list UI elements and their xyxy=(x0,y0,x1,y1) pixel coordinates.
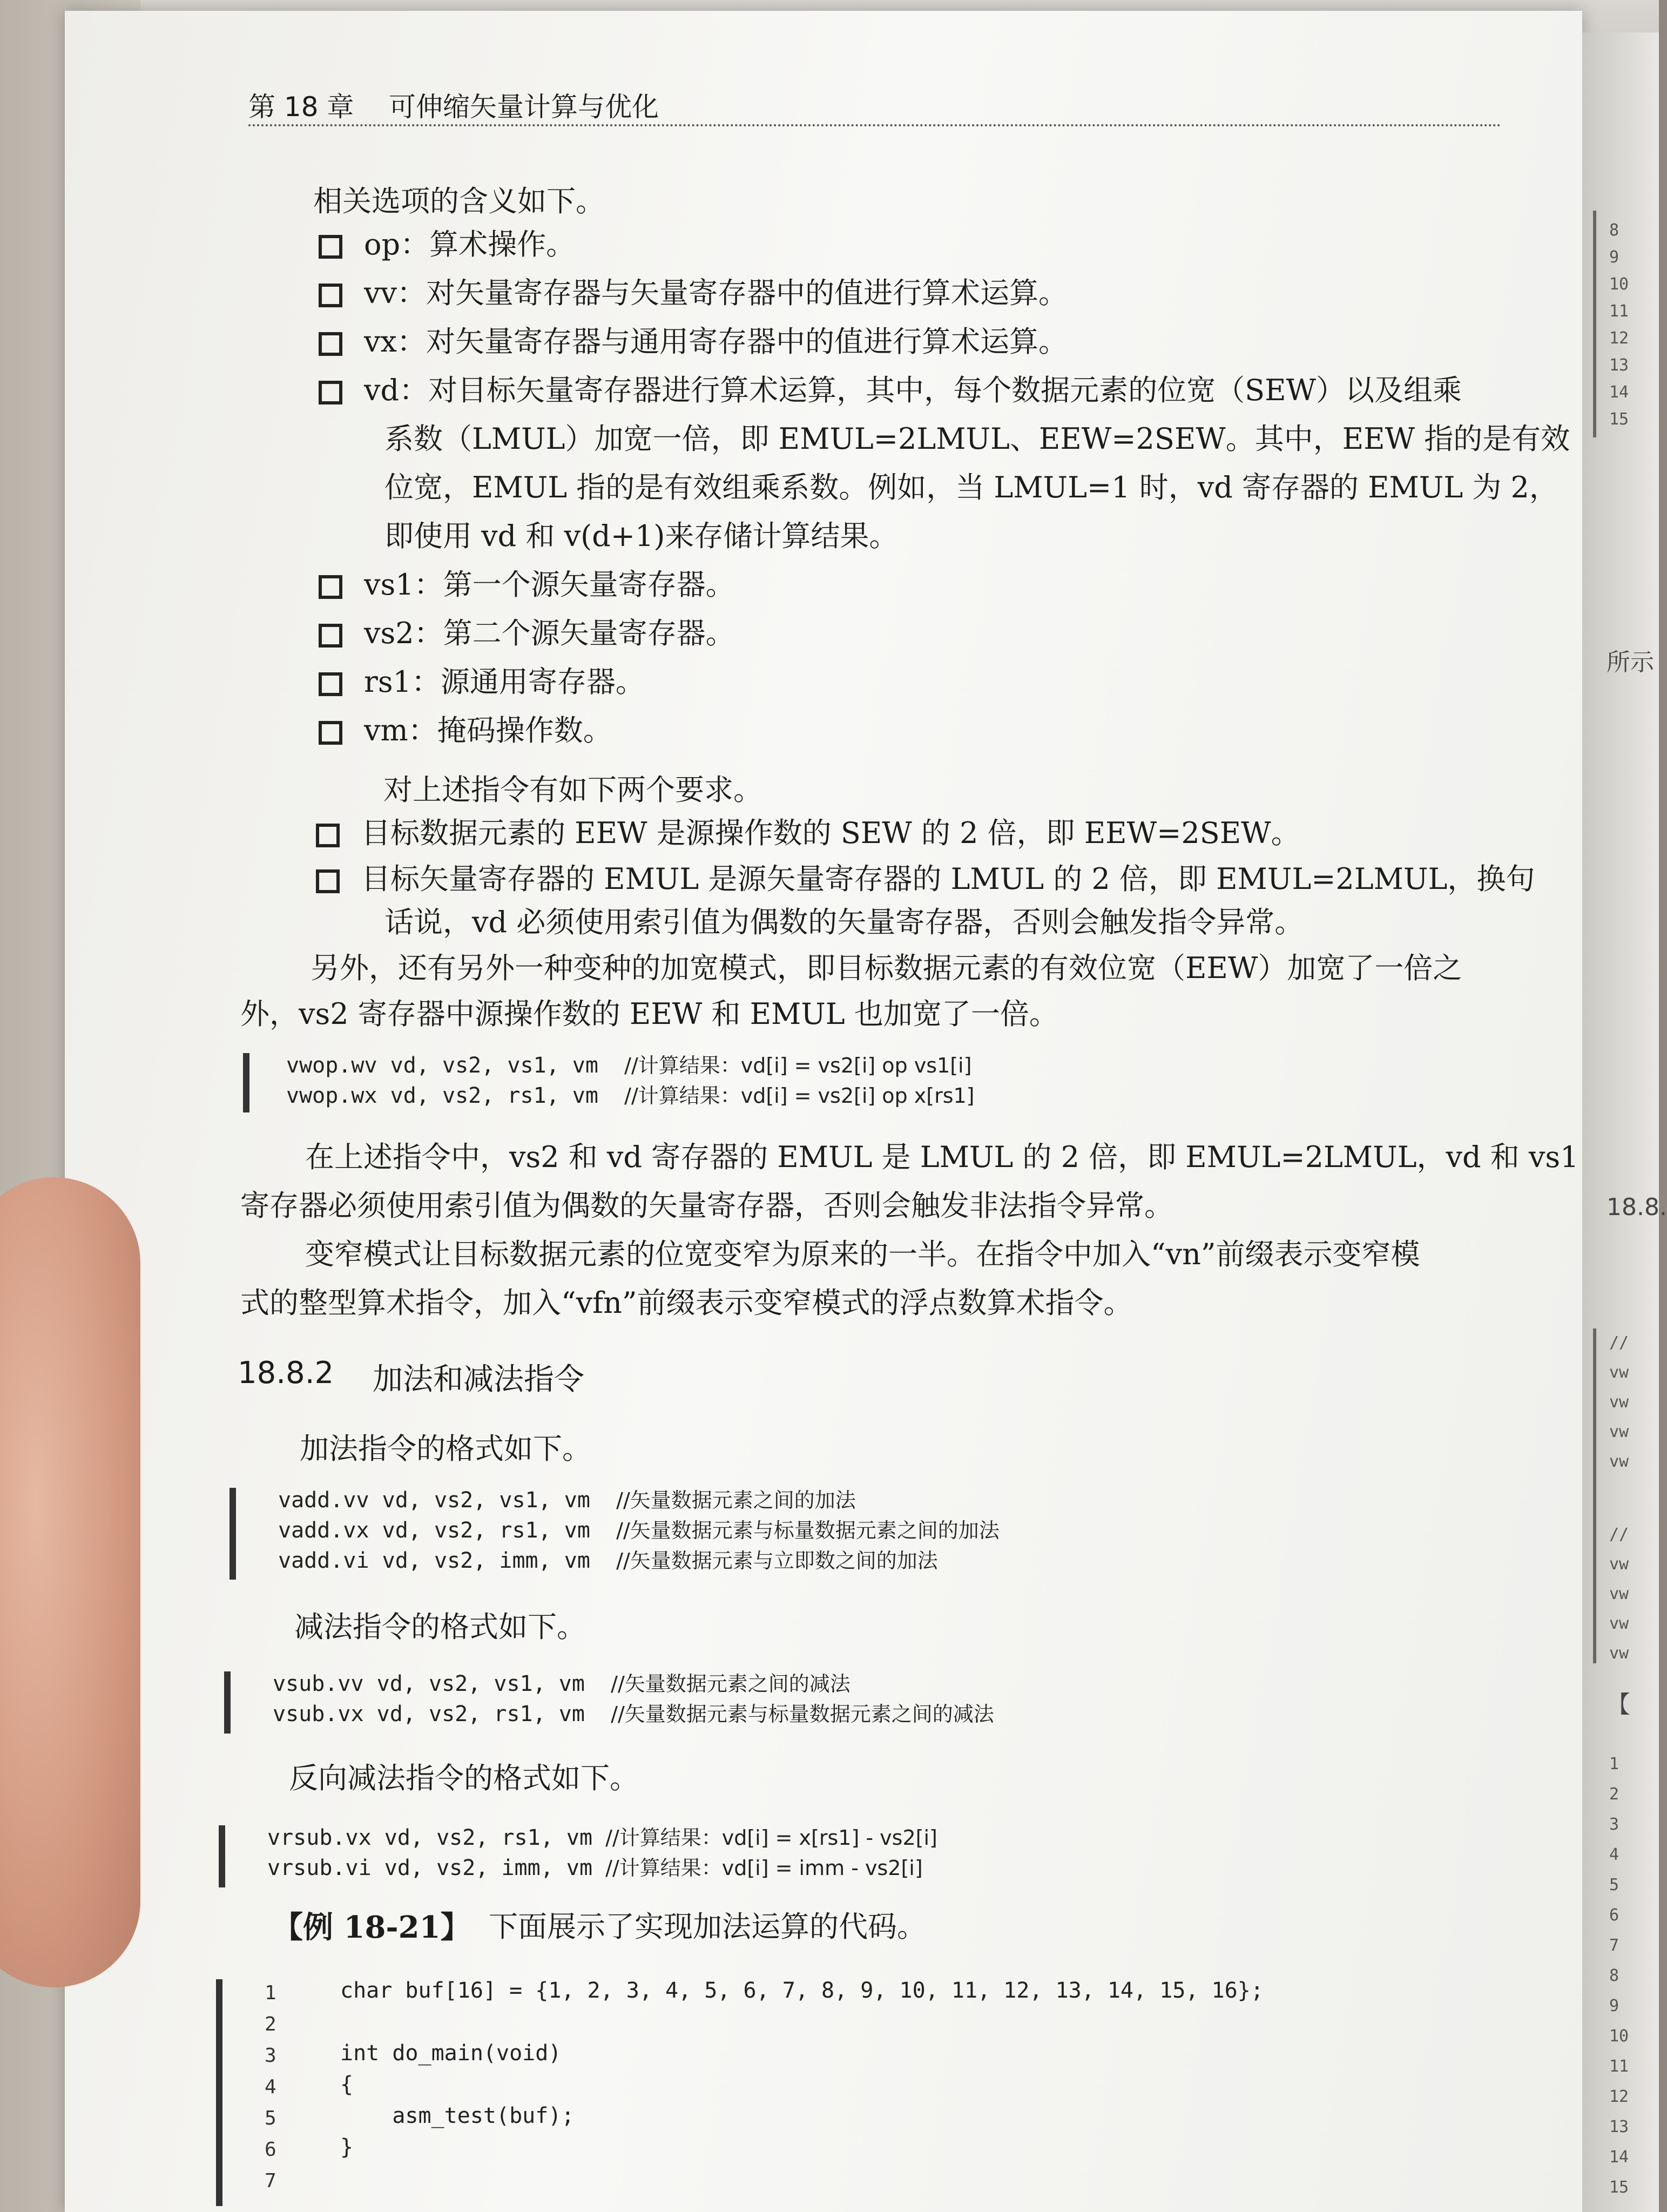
line-number: 11 xyxy=(1609,2057,1629,2076)
line-number: 9 xyxy=(1609,1997,1619,2015)
requirement-item xyxy=(316,810,1300,852)
code-line xyxy=(278,1546,1000,1576)
line-number: 5 xyxy=(1609,1876,1619,1894)
next-page-edge xyxy=(1582,32,1667,2212)
code-instruction: vadd.vv vd, vs2, vs1, vm xyxy=(278,1488,617,1513)
line-number: 6 xyxy=(265,2139,276,2161)
line-number: 4 xyxy=(1609,1845,1619,1864)
option-item xyxy=(319,659,645,700)
line-number: 11 xyxy=(1609,302,1629,321)
paragraph-line: 式的整型算术指令，加入“vfn”前缀表示变窄模式的浮点数算术指令。 xyxy=(240,1286,1133,1320)
option-text: vv：对矢量寄存器与矢量寄存器中的值进行算术运算。 xyxy=(364,276,1068,310)
intro-text: 相关选项的含义如下。 xyxy=(313,184,605,218)
code-instruction: vrsub.vx vd, vs2, rs1, vm xyxy=(267,1825,606,1850)
line-number: 14 xyxy=(1609,383,1629,402)
code-line xyxy=(278,1515,1000,1546)
checkbox-bullet-icon xyxy=(319,672,342,696)
option-text: vs1：第一个源矢量寄存器。 xyxy=(364,568,735,602)
paragraph-line: 另外，还有另外一种变种的加宽模式，即目标数据元素的有效位宽（EEW）加宽了一倍之 xyxy=(311,951,1462,985)
code-block-widen xyxy=(286,1050,975,1111)
line-number: 3 xyxy=(265,2045,276,2067)
option-text: vs2：第二个源矢量寄存器。 xyxy=(364,616,735,650)
next-page-word: 所示 xyxy=(1607,649,1654,676)
next-page-code-bar xyxy=(1593,211,1596,437)
checkbox-bullet-icon xyxy=(319,381,342,404)
code-line xyxy=(273,1669,994,1699)
requirement-text: 目标数据元素的 EEW 是源操作数的 SEW 的 2 倍，即 EEW=2SEW。 xyxy=(361,816,1300,850)
checkbox-bullet-icon xyxy=(319,284,342,307)
code-instruction: vadd.vx vd, vs2, rs1, vm xyxy=(278,1518,617,1543)
code-bar xyxy=(219,1825,225,1887)
chapter-title: 可伸缩矢量计算与优化 xyxy=(389,91,659,123)
code-fragment: // xyxy=(1609,1333,1629,1352)
code-line: asm_test(buf); xyxy=(340,2103,575,2128)
checkbox-bullet-icon xyxy=(319,721,342,745)
line-number: 2 xyxy=(265,2013,276,2035)
option-text: rs1：源通用寄存器。 xyxy=(364,665,645,699)
code-instruction: vsub.vx vd, vs2, rs1, vm xyxy=(273,1702,611,1727)
line-number: 12 xyxy=(1609,2087,1629,2106)
code-block-rsub xyxy=(267,1823,937,1883)
code-comment: //计算结果：vd[i] = imm - vs2[i] xyxy=(605,1856,923,1880)
code-comment: //计算结果：vd[i] = vs2[i] op vs1[i] xyxy=(624,1054,972,1077)
code-comment: //矢量数据元素与标量数据元素之间的减法 xyxy=(611,1702,994,1726)
chapter-number: 第 18 章 xyxy=(248,91,354,123)
thumb xyxy=(0,1177,140,1987)
code-line xyxy=(267,1853,937,1883)
line-number: 15 xyxy=(1609,410,1629,429)
code-bar xyxy=(230,1488,236,1580)
checkbox-bullet-icon xyxy=(319,332,342,356)
next-page-code-bar xyxy=(1593,1328,1596,1663)
line-number: 8 xyxy=(1609,221,1619,240)
code-line: { xyxy=(340,2072,354,2097)
code-comment: //矢量数据元素之间的加法 xyxy=(616,1488,856,1512)
checkbox-bullet-icon xyxy=(316,824,340,847)
next-page-bracket: 【 xyxy=(1607,1691,1630,1718)
option-item xyxy=(319,610,735,652)
code-line xyxy=(278,1485,1000,1515)
rsub-intro: 反向减法指令的格式如下。 xyxy=(289,1761,639,1795)
code-bar xyxy=(216,1979,222,2206)
code-instruction: vwop.wx vd, vs2, rs1, vm xyxy=(286,1083,625,1108)
code-fragment: vw xyxy=(1609,1363,1629,1382)
paragraph-line: 寄存器必须使用索引值为偶数的矢量寄存器，否则会触发非法指令异常。 xyxy=(240,1189,1173,1223)
checkbox-bullet-icon xyxy=(319,235,342,259)
line-number: 10 xyxy=(1609,2027,1629,2046)
paragraph-line: 外，vs2 寄存器中源操作数的 EEW 和 EMUL 也加宽了一倍。 xyxy=(240,997,1058,1031)
line-number: 9 xyxy=(1609,248,1619,267)
option-continuation: 位宽，EMUL 指的是有效组乘系数。例如，当 LMUL=1 时，vd 寄存器的 EMUL 为 2， xyxy=(384,470,1558,504)
code-comment: //计算结果：vd[i] = x[rs1] - vs2[i] xyxy=(605,1826,937,1850)
code-fragment: vw xyxy=(1609,1555,1629,1574)
next-page-section: 18.8. xyxy=(1607,1193,1667,1221)
paragraph-line: 变窄模式让目标数据元素的位宽变窄为原来的一半。在指令中加入“vn”前缀表示变窄模 xyxy=(305,1237,1420,1271)
option-continuation: 即使用 vd 和 v(d+1)来存储计算结果。 xyxy=(384,519,899,553)
add-intro: 加法指令的格式如下。 xyxy=(300,1432,591,1466)
line-number: 2 xyxy=(1609,1785,1619,1804)
code-line: char buf[16] = {1, 2, 3, 4, 5, 6, 7, 8, 9, 10, 11, 12, 13, 14, 15, 16}; xyxy=(340,1978,1264,2003)
option-continuation: 系数（LMUL）加宽一倍，即 EMUL=2LMUL、EEW=2SEW。其中，EEW 指的是有效 xyxy=(384,422,1570,456)
section-title: 加法和减法指令 xyxy=(373,1362,584,1397)
code-comment: //矢量数据元素之间的减法 xyxy=(611,1672,851,1696)
line-number: 7 xyxy=(265,2170,276,2192)
line-number: 8 xyxy=(1609,1966,1619,1985)
code-instruction: vadd.vi vd, vs2, imm, vm xyxy=(278,1548,617,1573)
requirement-text: 目标矢量寄存器的 EMUL 是源矢量寄存器的 LMUL 的 2 倍，即 EMUL=2LMUL，换句 xyxy=(361,862,1535,896)
code-fragment: vw xyxy=(1609,1614,1629,1633)
page-header xyxy=(248,81,1501,126)
code-comment: //计算结果：vd[i] = vs2[i] op x[rs1] xyxy=(624,1084,975,1108)
line-number: 13 xyxy=(1609,2117,1629,2136)
line-number: 5 xyxy=(265,2107,276,2129)
code-fragment: vw xyxy=(1609,1584,1629,1603)
option-item xyxy=(319,562,735,603)
option-item xyxy=(319,319,1068,360)
code-instruction: vwop.wv vd, vs2, vs1, vm xyxy=(286,1053,625,1078)
code-fragment: // xyxy=(1609,1525,1629,1544)
line-number: 12 xyxy=(1609,329,1629,348)
code-line: int do_main(void) xyxy=(340,2041,562,2066)
line-number: 15 xyxy=(1609,2178,1629,2197)
line-number: 1 xyxy=(265,1982,276,2004)
sub-intro: 减法指令的格式如下。 xyxy=(294,1610,586,1644)
line-number: 10 xyxy=(1609,275,1629,294)
line-number: 4 xyxy=(265,2076,276,2098)
line-number: 1 xyxy=(1609,1755,1619,1773)
code-bar xyxy=(224,1671,231,1734)
code-fragment: vw xyxy=(1609,1422,1629,1441)
line-number: 6 xyxy=(1609,1906,1619,1925)
example-label: 【例 18-21】 xyxy=(273,1910,471,1945)
code-comment: //矢量数据元素与标量数据元素之间的加法 xyxy=(616,1519,1000,1542)
code-line xyxy=(286,1050,975,1081)
option-text: op：算术操作。 xyxy=(364,227,576,261)
checkbox-bullet-icon xyxy=(319,575,342,599)
checkbox-bullet-icon xyxy=(319,624,342,648)
option-item xyxy=(319,221,575,263)
code-block-sub xyxy=(273,1669,994,1729)
code-instruction: vrsub.vi vd, vs2, imm, vm xyxy=(267,1856,606,1880)
option-text: vx：对矢量寄存器与通用寄存器中的值进行算术运算。 xyxy=(364,325,1068,359)
code-instruction: vsub.vv vd, vs2, vs1, vm xyxy=(273,1671,611,1696)
code-comment: //矢量数据元素与立即数之间的加法 xyxy=(616,1549,938,1573)
requirement-continuation: 话说，vd 必须使用索引值为偶数的矢量寄存器，否则会触发指令异常。 xyxy=(384,905,1304,939)
line-number: 7 xyxy=(1609,1936,1619,1955)
code-line xyxy=(273,1699,994,1729)
requirement-item xyxy=(316,856,1535,898)
code-line: } xyxy=(340,2135,354,2160)
paragraph-line: 在上述指令中，vs2 和 vd 寄存器的 EMUL 是 LMUL 的 2 倍，即 EMUL=2LMUL，vd 和 vs1 xyxy=(305,1140,1579,1174)
checkbox-bullet-icon xyxy=(316,869,340,893)
code-bar xyxy=(243,1053,249,1112)
example-text: 下面展示了实现加法运算的代码。 xyxy=(489,1910,926,1944)
option-text: vm：掩码操作数。 xyxy=(364,713,612,747)
code-line xyxy=(286,1081,975,1111)
option-text: vd：对目标矢量寄存器进行算术运算，其中，每个数据元素的位宽（SEW）以及组乘 xyxy=(364,373,1462,407)
code-fragment: vw xyxy=(1609,1393,1629,1412)
line-number: 14 xyxy=(1609,2148,1629,2167)
option-item xyxy=(319,707,612,749)
code-block-add xyxy=(278,1485,1000,1576)
line-number: 13 xyxy=(1609,356,1629,375)
option-item xyxy=(319,367,1462,409)
line-number: 3 xyxy=(1609,1815,1619,1834)
code-fragment: vw xyxy=(1609,1644,1629,1663)
requirements-intro: 对上述指令有如下两个要求。 xyxy=(383,773,762,807)
code-line xyxy=(267,1823,937,1853)
section-number: 18.8.2 xyxy=(238,1355,334,1391)
option-item xyxy=(319,270,1068,312)
code-fragment: vw xyxy=(1609,1452,1629,1471)
